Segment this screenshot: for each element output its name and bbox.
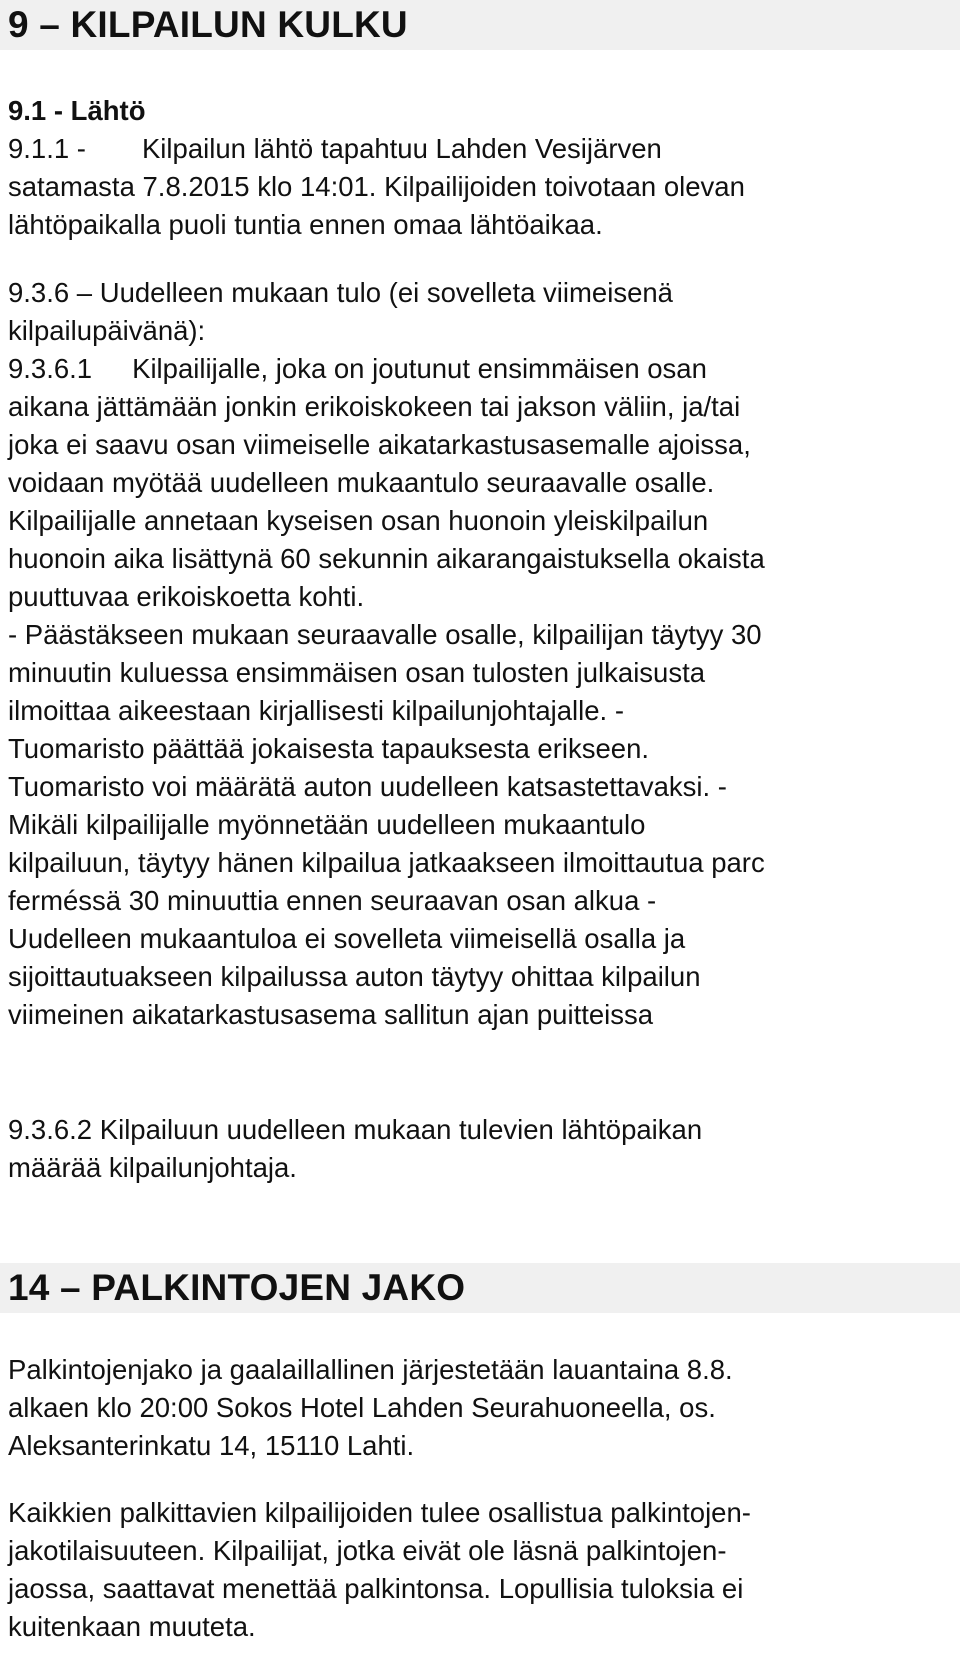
paragraph-line: määrää kilpailunjohtaja. [8,1152,297,1183]
paragraph-line: jakotilaisuuteen. Kilpailijat, jotka eivät ole läsnä palkintojen- [8,1535,727,1566]
paragraph-line: ferméssä 30 minuuttia ennen seuraavan osan alkua - [8,885,657,916]
paragraph-line: sijoittautuakseen kilpailussa auton täytyy ohittaa kilpailun [8,961,701,992]
paragraph-9-1-1 [8,130,953,244]
paragraph-line: satamasta 7.8.2015 klo 14:01. Kilpailijoiden toivotaan olevan [8,171,745,202]
paragraph-line: puuttuvaa erikoiskoetta kohti. [8,581,365,612]
paragraph-14-2 [8,1494,953,1646]
subheading-line: 9.1 - Lähtö [8,95,146,126]
section-heading-14: 14 – PALKINTOJEN JAKO [0,1263,960,1313]
subheading-line: 9.3.6 – Uudelleen mukaan tulo (ei sovelleta viimeisenä [8,277,673,308]
paragraph-line: minuutin kuluessa ensimmäisen osan tulosten julkaisusta [8,657,706,688]
paragraph-9-3-6-1 [8,350,953,1034]
paragraph-line: 9.3.6.2 Kilpailuun uudelleen mukaan tulevien lähtöpaikan [8,1114,703,1145]
paragraph-14-1 [8,1351,953,1465]
paragraph-number: 9.3.6.1 [8,353,93,384]
paragraph-line: Uudelleen mukaantuloa ei sovelleta viimeisellä osalla ja [8,923,686,954]
paragraph-line: viimeinen aikatarkastusasema sallitun ajan puitteissa [8,999,654,1030]
paragraph-line: Kaikkien palkittavien kilpailijoiden tulee osallistua palkintojen- [8,1497,751,1528]
subheading-9-3-6 [8,274,953,350]
paragraph-line: huonoin aika lisättynä 60 sekunnin aikarangaistuksella okaista [8,543,765,574]
paragraph-line: aikana jättämään jonkin erikoiskokeen tai jakson väliin, ja/tai [8,391,741,422]
paragraph-line: ilmoittaa aikeestaan kirjallisesti kilpailunjohtajalle. - [8,695,624,726]
paragraph-line: - Päästäkseen mukaan seuraavalle osalle, kilpailijan täytyy 30 [8,619,762,650]
paragraph-number: 9.1.1 - [8,133,86,164]
paragraph-line: voidaan myötää uudelleen mukaantulo seuraavalle osalle. [8,467,715,498]
paragraph-line: kilpailuun, täytyy hänen kilpailua jatkaakseen ilmoittautua parc [8,847,765,878]
paragraph-9-3-6-2 [8,1111,953,1187]
paragraph-line: lähtöpaikalla puoli tuntia ennen omaa lähtöaikaa. [8,209,603,240]
paragraph-line: Palkintojenjako ja gaalaillallinen järjestetään lauantaina 8.8. [8,1354,733,1385]
paragraph-line: kuitenkaan muuteta. [8,1611,256,1642]
section-heading-9: 9 – KILPAILUN KULKU [0,0,960,50]
paragraph-line: joka ei saavu osan viimeiselle aikatarkastusasemalle ajoissa, [8,429,751,460]
paragraph-line: Tuomaristo päättää jokaisesta tapauksesta erikseen. [8,733,649,764]
paragraph-line: Tuomaristo voi määrätä auton uudelleen katsastettavaksi. - [8,771,727,802]
paragraph-line: Mikäli kilpailijalle myönnetään uudelleen mukaantulo [8,809,646,840]
subheading-9-1 [8,92,953,130]
paragraph-line [8,130,953,168]
paragraph-line: Aleksanterinkatu 14, 15110 Lahti. [8,1430,415,1461]
paragraph-line: Kilpailijalle annetaan kyseisen osan huonoin yleiskilpailun [8,505,709,536]
paragraph-line-text: Kilpailijalle, joka on joutunut ensimmäisen osan [132,353,707,384]
paragraph-line-text: Kilpailun lähtö tapahtuu Lahden Vesijärven [141,133,662,164]
paragraph-line: jaossa, saattavat menettää palkintonsa. Lopullisia tuloksia ei [8,1573,744,1604]
paragraph-line: alkaen klo 20:00 Sokos Hotel Lahden Seurahuoneella, os. [8,1392,716,1423]
subheading-line: kilpailupäivänä): [8,315,206,346]
paragraph-line [8,350,953,388]
